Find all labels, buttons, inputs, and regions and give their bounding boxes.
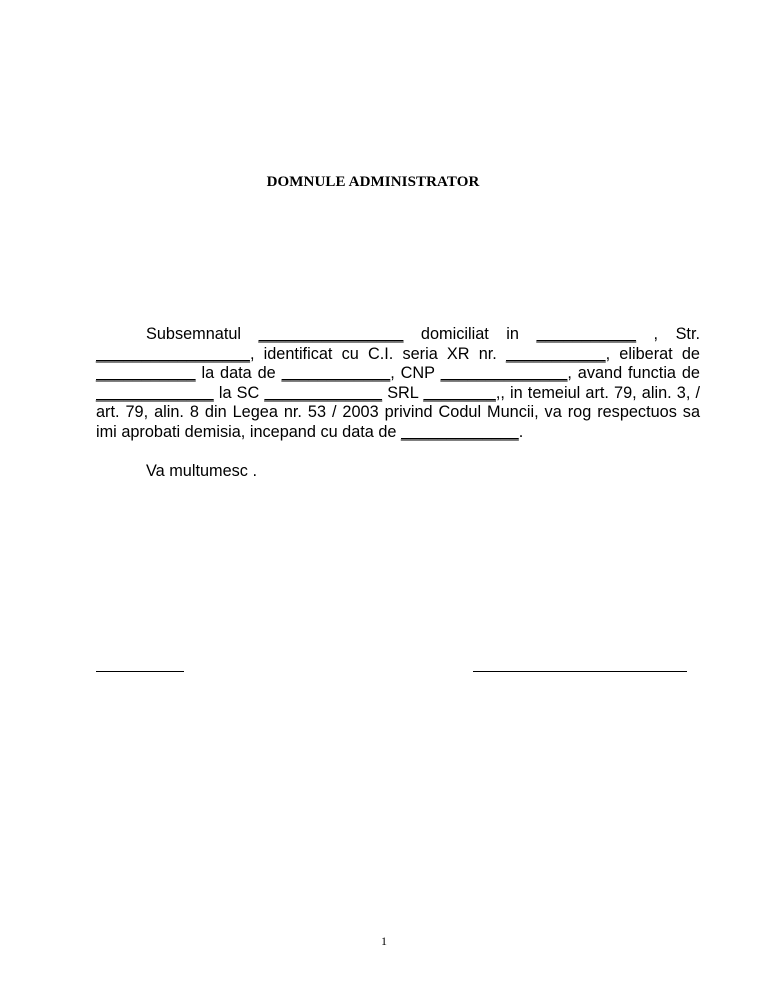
start-date-blank-field[interactable]: _____________ — [401, 422, 519, 441]
text-segment: Subsemnatul — [146, 325, 259, 343]
text-segment: , Str. — [636, 325, 701, 343]
id-number-blank-field[interactable]: ___________ — [505, 344, 606, 363]
text-segment: la SC — [213, 383, 265, 402]
text-segment: , eliberat de — [605, 344, 700, 363]
text-segment: ,, in temeiul art. 79, alin. 3, / art. 79, alin. 8 din Legea nr. 53 / 2003 privind Codul Muncii, va rog respectuos sa imi aprobati demisia, incepand cu data de — [96, 383, 700, 441]
text-segment: , CNP — [390, 364, 441, 382]
issue-date-blank-field[interactable]: ____________ — [281, 364, 391, 382]
street-blank-field[interactable]: _________________ — [96, 344, 250, 363]
text-segment: . — [518, 422, 524, 441]
city-blank-field[interactable]: ___________ — [536, 325, 637, 343]
request-paragraph — [96, 325, 700, 442]
text-segment: , avand functia de — [567, 364, 700, 382]
date-signature-line[interactable] — [96, 671, 184, 672]
srl-blank-field[interactable]: ________ — [423, 383, 496, 402]
text-segment: SRL — [382, 383, 424, 402]
cnp-blank-field[interactable]: ______________ — [440, 364, 568, 382]
text-segment: , identificat cu C.I. seria XR nr. — [249, 344, 506, 363]
page-number: 1 — [381, 934, 387, 948]
name-signature-line[interactable] — [473, 671, 687, 672]
issuer-blank-field[interactable]: ___________ — [96, 364, 196, 382]
position-blank-field[interactable]: _____________ — [96, 383, 214, 402]
closing-text: Va multumesc . — [146, 462, 257, 480]
text-segment: la data de — [195, 364, 282, 382]
document-title: DOMNULE ADMINISTRATOR — [266, 174, 480, 190]
name-blank-field[interactable]: ________________ — [258, 325, 404, 343]
text-segment: domiciliat in — [403, 325, 537, 343]
company-blank-field[interactable]: _____________ — [264, 383, 383, 402]
